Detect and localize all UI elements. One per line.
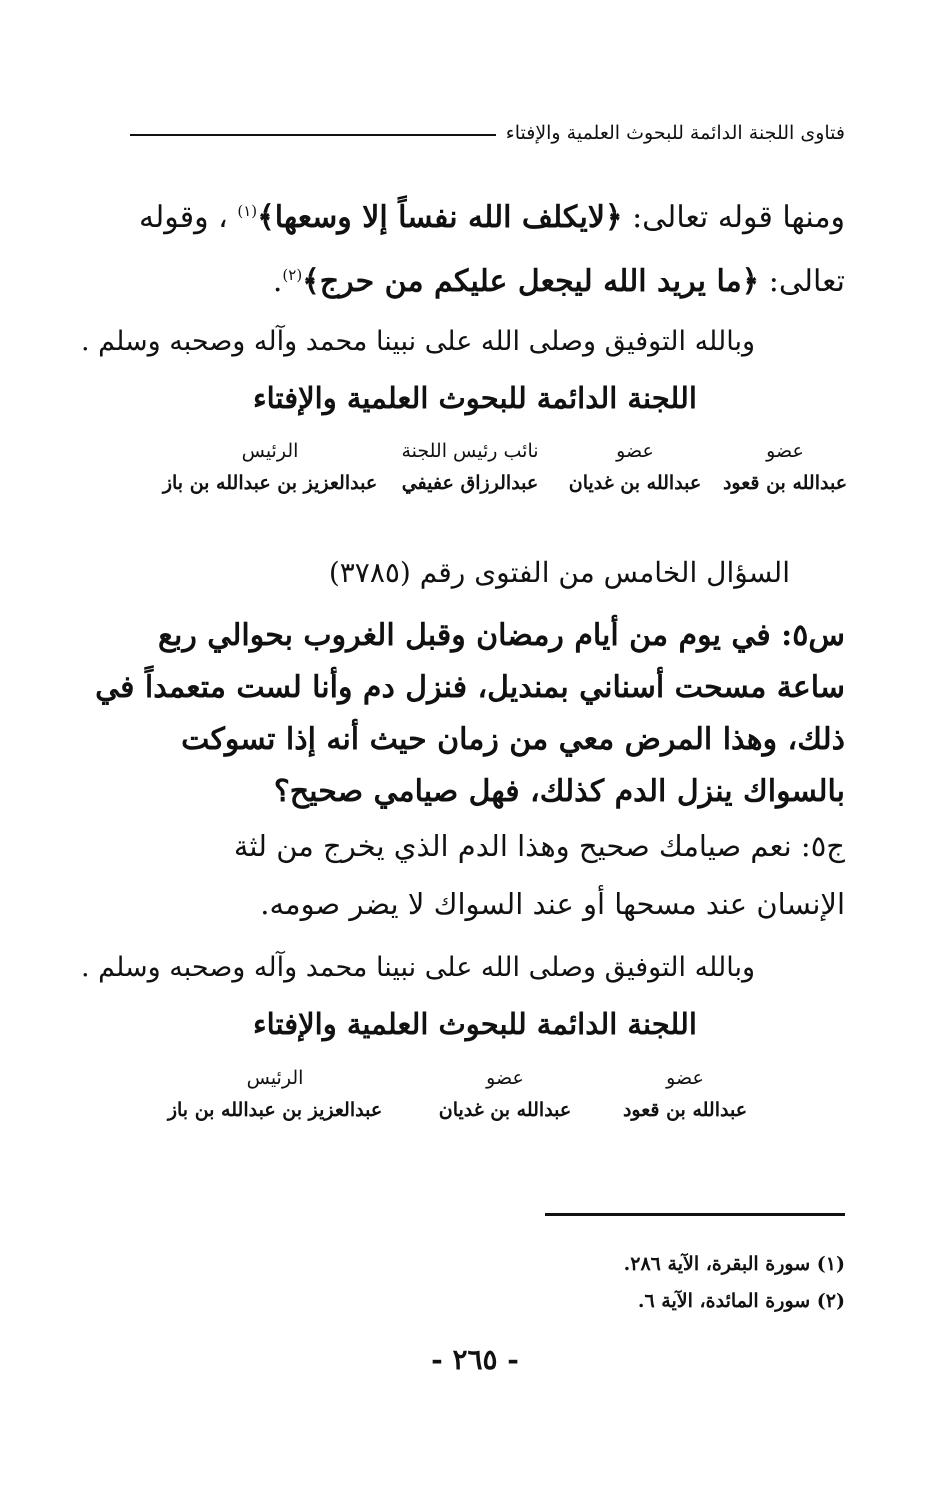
signatory-5 bbox=[600, 1063, 770, 1127]
signatory-name: عبدالرزاق عفيفي bbox=[401, 472, 539, 494]
closing-formula-2: وبالله التوفيق وصلى الله على نبينا محمد وآله وصحبه وسلم . bbox=[80, 952, 755, 983]
footnote-rule bbox=[545, 1213, 845, 1216]
signatory-4 bbox=[160, 436, 380, 500]
page-header bbox=[130, 113, 845, 153]
page-number: - ٢٦٥ - bbox=[431, 1343, 519, 1376]
signatory-name: عبدالله بن غديان bbox=[568, 472, 702, 494]
quran-quote-2: ﴿ما يريد الله ليجعل عليكم من حرج﴾ bbox=[302, 264, 760, 299]
verse-line-1-pre: ومنها قوله تعالى: bbox=[622, 200, 845, 235]
verse-line-2 bbox=[130, 250, 845, 300]
signatory-role: نائب رئيس اللجنة bbox=[401, 440, 539, 462]
signatory-name: عبدالله بن قعود bbox=[722, 472, 848, 494]
signatory-6 bbox=[420, 1063, 590, 1127]
running-title: فتاوى اللجنة الدائمة للبحوث العلمية والإفتاء bbox=[505, 122, 845, 144]
signatory-role: الرئيس bbox=[241, 440, 299, 462]
verse-line-2-post: . bbox=[272, 264, 283, 299]
answer-line-1: ج٥: نعم صيامك صحيح وهذا الدم الذي يخرج من لثة bbox=[233, 829, 845, 863]
footnote-ref-2: (٢) bbox=[282, 266, 303, 284]
verse-line-2-pre: تعالى: bbox=[759, 264, 845, 299]
signatory-role: عضو bbox=[766, 440, 804, 462]
signatory-role: عضو bbox=[666, 1067, 704, 1089]
committee-title-2: اللجنة الدائمة للبحوث العلمية والإفتاء bbox=[253, 1007, 697, 1041]
signatory-1 bbox=[710, 436, 860, 500]
footnote-2: (٢) سورة المائدة، الآية ٦. bbox=[637, 1290, 845, 1312]
signatory-2 bbox=[560, 436, 710, 500]
fatwa-heading: السؤال الخامس من الفتوى رقم (٣٧٨٥) bbox=[328, 556, 790, 589]
signatory-role: عضو bbox=[486, 1067, 524, 1089]
closing-formula-1: وبالله التوفيق وصلى الله على نبينا محمد وآله وصحبه وسلم . bbox=[80, 326, 755, 357]
signatory-role: عضو bbox=[616, 440, 654, 462]
signatory-name: عبدالله بن قعود bbox=[622, 1099, 748, 1121]
signatory-name: عبدالعزيز بن عبدالله بن باز bbox=[162, 472, 378, 494]
question-line-2: ساعة مسحت أسناني بمنديل، فنزل دم وأنا لست متعمداً في bbox=[95, 670, 845, 705]
signatory-name: عبدالله بن غديان bbox=[438, 1099, 572, 1121]
verse-line-1-post: ، وقوله bbox=[139, 200, 238, 235]
quran-quote-1: ﴿لايكلف الله نفساً إلا وسعها﴾ bbox=[257, 200, 623, 235]
answer-line-2: الإنسان عند مسحها أو عند السواك لا يضر صومه. bbox=[260, 887, 845, 921]
footnote-1: (١) سورة البقرة، الآية ٢٨٦. bbox=[623, 1253, 845, 1275]
footnote-ref-1: (١) bbox=[237, 202, 258, 220]
question-line-4: بالسواك ينزل الدم كذلك، فهل صيامي صحيح؟ bbox=[273, 774, 845, 809]
header-rule bbox=[130, 134, 496, 136]
signatory-role: الرئيس bbox=[246, 1067, 304, 1089]
question-line-3: ذلك، وهذا المرض معي من زمان حيث أنه إذا تسوكت bbox=[181, 722, 845, 757]
signatory-7 bbox=[155, 1063, 395, 1127]
committee-title-1: اللجنة الدائمة للبحوث العلمية والإفتاء bbox=[253, 381, 697, 415]
verse-line-1 bbox=[130, 186, 845, 236]
signatory-3 bbox=[385, 436, 555, 500]
signatory-name: عبدالعزيز بن عبدالله بن باز bbox=[167, 1099, 383, 1121]
question-line-1: س٥: في يوم من أيام رمضان وقبل الغروب بحوالي ربع bbox=[158, 618, 845, 653]
